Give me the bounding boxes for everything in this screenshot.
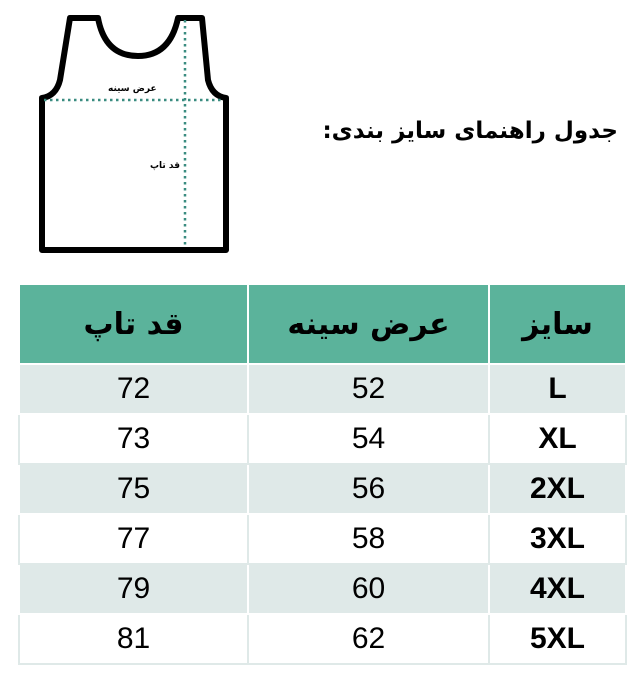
cell-chest: 52 [248,364,489,414]
cell-size: L [489,364,626,414]
tank-top-diagram [30,10,240,260]
cell-size: 4XL [489,564,626,614]
tank-top-outline-icon [30,10,240,260]
cell-length: 75 [19,464,248,514]
cell-length: 73 [19,414,248,464]
cell-length: 72 [19,364,248,414]
cell-length: 77 [19,514,248,564]
header-chest: عرض سینه [248,284,489,364]
top-section [0,0,640,270]
header-size: سایز [489,284,626,364]
cell-length: 81 [19,614,248,664]
size-guide-heading: جدول راهنمای سایز بندی: [322,118,618,144]
header-length: قد تاپ [19,284,248,364]
table-header-row [19,284,626,364]
table-row [19,364,626,414]
cell-size: 3XL [489,514,626,564]
cell-chest: 54 [248,414,489,464]
cell-chest: 56 [248,464,489,514]
table-row [19,564,626,614]
cell-size: XL [489,414,626,464]
table-row [19,414,626,464]
table-row [19,614,626,664]
chest-width-label: عرض سینه [108,84,157,94]
size-table [18,283,627,665]
top-length-label: قد تاپ [150,161,181,171]
cell-chest: 58 [248,514,489,564]
table-row [19,464,626,514]
cell-chest: 62 [248,614,489,664]
cell-size: 2XL [489,464,626,514]
cell-size: 5XL [489,614,626,664]
cell-length: 79 [19,564,248,614]
cell-chest: 60 [248,564,489,614]
table-row [19,514,626,564]
